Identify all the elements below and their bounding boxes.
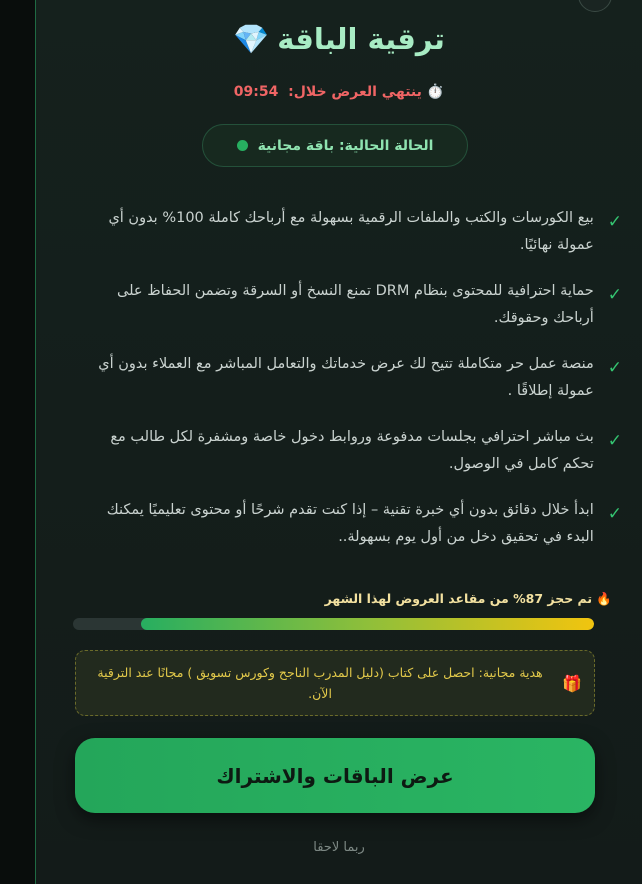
features-list — [82, 205, 622, 570]
title-text: ترقية الباقة — [277, 22, 445, 56]
list-item — [82, 424, 622, 478]
check-icon: ✓ — [607, 504, 622, 524]
view-plans-button[interactable]: عرض الباقات والاشتراك — [75, 738, 595, 813]
stopwatch-icon: ⏱️ — [426, 84, 445, 100]
gift-icon: 🎁 — [562, 673, 582, 693]
timer-label: ينتهي العرض خلال: — [288, 84, 422, 100]
timer-value: 09:54 — [233, 84, 279, 100]
status-dot-icon — [237, 140, 248, 151]
offer-timer — [36, 84, 642, 100]
upgrade-modal — [35, 0, 642, 884]
booked-progress-bar — [73, 618, 594, 630]
feature-text: بيع الكورسات والكتب والملفات الرقمية بسهولة مع أرباحك كاملة 100% بدون أي عمولة نهائيًا. — [108, 210, 594, 253]
booked-text: تم حجز 87% من مقاعد العروض لهذا الشهر — [324, 591, 593, 606]
gift-text: هدية مجانية: احصل على كتاب (دليل المدرب الناجح وكورس تسويق ) مجانًا عند الترقية الآن. — [97, 665, 543, 701]
list-item — [82, 278, 622, 332]
check-icon: ✓ — [607, 431, 622, 451]
close-button[interactable] — [578, 0, 612, 12]
status-badge — [202, 124, 468, 167]
list-item — [82, 205, 622, 259]
check-icon: ✓ — [607, 285, 622, 305]
gift-banner — [75, 650, 595, 716]
status-text: الحالة الحالية: باقة مجانية — [257, 137, 434, 154]
progress-fill — [141, 618, 594, 630]
check-icon: ✓ — [607, 212, 622, 232]
maybe-later-link[interactable]: ربما لاحقا — [313, 840, 365, 855]
list-item — [82, 351, 622, 405]
feature-text: ابدأ خلال دقائق بدون أي خبرة تقنية – إذا كنت تقدم شرحًا أو محتوى تعليميًا يمكنك البدء في تحقيق دخل من أول يوم بسهولة.. — [106, 502, 594, 545]
booked-label — [325, 591, 612, 607]
list-item — [82, 497, 622, 551]
feature-text: بث مباشر احترافي بجلسات مدفوعة وروابط دخول خاصة ومشفرة لكل طالب مع تحكم كامل في الوصول. — [110, 429, 594, 472]
modal-title — [36, 22, 642, 57]
backdrop — [0, 0, 35, 884]
feature-text: حماية احترافية للمحتوى بنظام DRM تمنع النسخ أو السرقة وتضمن الحفاظ على أرباحك وحقوقك. — [117, 283, 594, 326]
check-icon: ✓ — [607, 358, 622, 378]
diamond-icon: 💎 — [233, 22, 270, 56]
feature-text: منصة عمل حر متكاملة تتيح لك عرض خدماتك والتعامل المباشر مع العملاء بدون أي عمولة إطلاقًا . — [98, 356, 594, 399]
fire-icon: 🔥 — [596, 591, 612, 606]
